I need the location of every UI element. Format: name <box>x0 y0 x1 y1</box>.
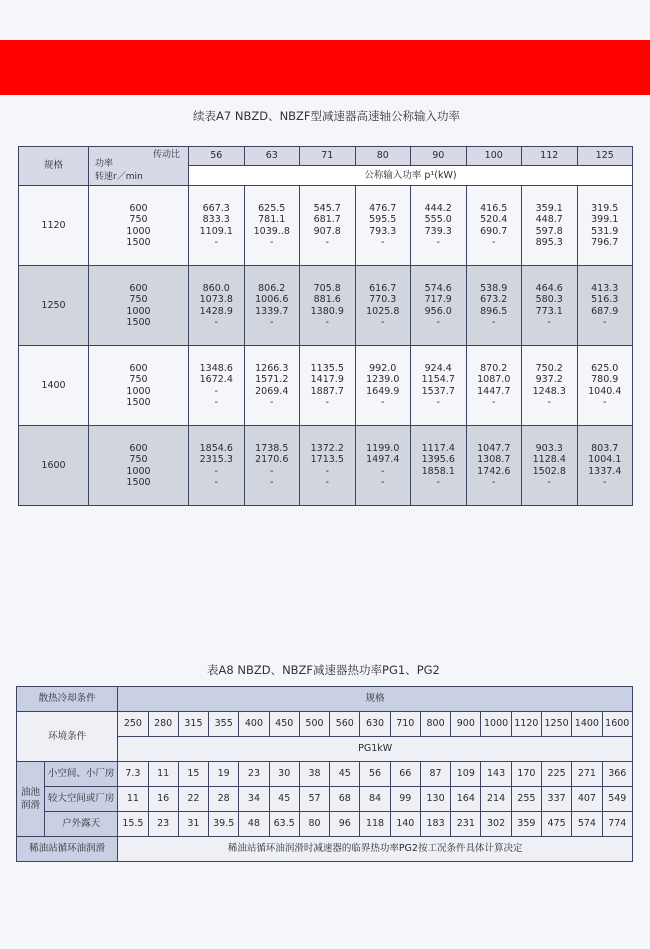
power-value: 770.3 <box>369 294 397 305</box>
power-value: - <box>436 477 440 488</box>
power-value: 1087.0 <box>477 374 511 385</box>
thermal-power-cell: 45 <box>330 762 360 787</box>
power-value: - <box>270 317 274 328</box>
power-value: 574.6 <box>424 282 452 294</box>
power-cell <box>466 266 522 346</box>
thermal-power-cell: 38 <box>299 762 329 787</box>
speed-value: 1000 <box>126 225 151 237</box>
power-cell <box>522 186 578 266</box>
power-cell <box>577 186 633 266</box>
speed-value: 1000 <box>126 465 151 477</box>
table-row <box>19 346 633 426</box>
size-cell: 250 <box>118 712 148 737</box>
ratio-label: 传动比 <box>152 150 180 160</box>
thermal-power-cell: 15 <box>178 762 208 787</box>
size-cell: 355 <box>209 712 239 737</box>
power-value: 1395.6 <box>421 454 455 465</box>
thermal-power-cell: 63.5 <box>269 812 299 837</box>
env-cell: 户外露天 <box>45 812 118 837</box>
thermal-power-cell: 271 <box>572 762 602 787</box>
power-value: 531.9 <box>591 225 619 237</box>
thermal-power-cell: 45 <box>269 787 299 812</box>
speed-value: 1000 <box>126 305 151 317</box>
table-row <box>17 787 633 812</box>
power-value: 448.7 <box>535 214 563 225</box>
power-value: 833.3 <box>202 214 230 225</box>
power-value: 992.0 <box>369 362 397 374</box>
speed-value: 750 <box>129 214 148 225</box>
power-value: 1339.7 <box>255 305 289 317</box>
power-value: 520.4 <box>480 214 508 225</box>
ratio-header: 80 <box>355 147 411 166</box>
thermal-power-cell: 118 <box>360 812 390 837</box>
diagonal-header-cell <box>89 147 189 186</box>
thermal-power-cell: 140 <box>390 812 420 837</box>
ratio-header: 56 <box>189 147 245 166</box>
power-value: - <box>492 317 496 328</box>
power-value: 1039..8 <box>253 225 290 237</box>
thermal-power-cell: 170 <box>511 762 541 787</box>
size-cell: 900 <box>451 712 481 737</box>
power-value: 773.1 <box>535 305 563 317</box>
power-value: 1006.6 <box>255 294 289 305</box>
a7-header-row <box>19 147 633 166</box>
spec-cell: 1600 <box>19 426 89 506</box>
power-cell <box>522 426 578 506</box>
cooling-header: 散热冷却条件 <box>17 687 118 712</box>
spec-cell: 1120 <box>19 186 89 266</box>
power-value: 1380.9 <box>310 305 344 317</box>
speed-value: 1000 <box>126 385 151 397</box>
power-value: - <box>547 317 551 328</box>
power-value: 673.2 <box>480 294 508 305</box>
thermal-power-cell: 407 <box>572 787 602 812</box>
speed-value: 750 <box>129 294 148 305</box>
power-value: - <box>603 317 607 328</box>
power-cell <box>411 426 467 506</box>
speed-value: 600 <box>129 362 148 374</box>
power-value: 796.7 <box>591 237 619 248</box>
power-value: 516.3 <box>591 294 619 305</box>
power-value: 1337.4 <box>588 465 622 477</box>
size-cell: 450 <box>269 712 299 737</box>
size-cell: 500 <box>299 712 329 737</box>
sizes-row <box>17 712 633 737</box>
power-cell <box>244 266 300 346</box>
power-value: - <box>214 397 218 408</box>
power-value: - <box>381 237 385 248</box>
thermal-power-cell: 48 <box>239 812 269 837</box>
power-value: 1154.7 <box>421 374 455 385</box>
power-value: 413.3 <box>591 282 619 294</box>
power-cell <box>189 266 245 346</box>
power-cell <box>466 426 522 506</box>
power-value: 881.6 <box>313 294 341 305</box>
power-value: 1073.8 <box>199 294 233 305</box>
env-cell: 小空间、小厂房 <box>45 762 118 787</box>
thermal-power-cell: 39.5 <box>209 812 239 837</box>
power-cell <box>411 266 467 346</box>
power-cell <box>300 346 356 426</box>
power-value: 1571.2 <box>255 374 289 385</box>
power-value: 1672.4 <box>199 374 233 385</box>
power-unit-label: 公称输入功率 p¹(kW) <box>189 166 633 186</box>
thermal-power-cell: 183 <box>420 812 450 837</box>
size-cell: 1600 <box>602 712 632 737</box>
power-value: 1738.5 <box>255 442 289 454</box>
thermal-power-cell: 337 <box>541 787 571 812</box>
thermal-power-cell: 30 <box>269 762 299 787</box>
power-value: 1128.4 <box>532 454 566 465</box>
power-value: 1372.2 <box>310 442 344 454</box>
power-value: 803.7 <box>591 442 619 454</box>
power-value: - <box>270 237 274 248</box>
thermal-power-cell: 22 <box>178 787 208 812</box>
power-value: - <box>492 237 496 248</box>
circulation-note: 稀油站循环油润滑时减速器的临界热功率PG2按工况条件具体计算决定 <box>118 837 633 862</box>
power-cell <box>466 346 522 426</box>
thermal-power-cell: 66 <box>390 762 420 787</box>
thermal-power-cell: 19 <box>209 762 239 787</box>
power-value: 359.1 <box>535 202 563 214</box>
power-value: 625.5 <box>258 202 286 214</box>
power-value: 1199.0 <box>366 442 400 454</box>
thermal-power-cell: 80 <box>299 812 329 837</box>
power-value: - <box>381 477 385 488</box>
power-value: - <box>603 477 607 488</box>
thermal-power-cell: 130 <box>420 787 450 812</box>
power-value: 2315.3 <box>199 454 233 465</box>
table-a7-title: 续表A7 NBZD、NBZF型减速器高速轴公称输入功率 <box>193 109 461 123</box>
table-row <box>17 812 633 837</box>
size-cell: 280 <box>148 712 178 737</box>
power-value: 444.2 <box>424 202 452 214</box>
power-value: 1040.4 <box>588 385 622 397</box>
power-value: 1649.9 <box>366 385 400 397</box>
power-value: - <box>270 397 274 408</box>
power-cell <box>244 346 300 426</box>
power-value: - <box>381 317 385 328</box>
size-cell: 1400 <box>572 712 602 737</box>
thermal-power-cell: 7.3 <box>118 762 148 787</box>
thermal-power-cell: 16 <box>148 787 178 812</box>
size-cell: 400 <box>239 712 269 737</box>
thermal-power-cell: 31 <box>178 812 208 837</box>
power-value: 1109.1 <box>199 225 233 237</box>
power-value: - <box>325 397 329 408</box>
power-value: - <box>436 317 440 328</box>
speed-value: 1500 <box>126 317 151 328</box>
power-cell <box>522 346 578 426</box>
thermal-power-cell: 15.5 <box>118 812 148 837</box>
table-a8-title: 表A8 NBZD、NBZF减速器热功率PG1、PG2 <box>207 663 440 677</box>
power-value: - <box>214 317 218 328</box>
env-cell: 较大空间或厂房 <box>45 787 118 812</box>
power-value: - <box>603 397 607 408</box>
thermal-power-cell: 214 <box>481 787 511 812</box>
thermal-power-cell: 34 <box>239 787 269 812</box>
power-value: - <box>214 465 218 477</box>
power-value: 1858.1 <box>421 465 455 477</box>
power-value: - <box>325 237 329 248</box>
power-cell <box>189 186 245 266</box>
speed-value: 1500 <box>126 477 151 488</box>
power-value: 1004.1 <box>588 454 622 465</box>
size-cell: 1000 <box>481 712 511 737</box>
power-cell <box>244 186 300 266</box>
power-value: 1742.6 <box>477 465 511 477</box>
spec-cell: 1250 <box>19 266 89 346</box>
power-value: - <box>492 397 496 408</box>
power-cell <box>411 346 467 426</box>
power-value: 687.9 <box>591 305 619 317</box>
power-value: 1047.7 <box>477 442 511 454</box>
power-value: 806.2 <box>258 282 286 294</box>
power-value: - <box>436 397 440 408</box>
table-a8 <box>16 686 633 862</box>
ratio-header: 100 <box>466 147 522 166</box>
thermal-power-cell: 164 <box>451 787 481 812</box>
power-value: 907.8 <box>313 225 341 237</box>
power-value: 625.0 <box>591 362 619 374</box>
power-value: 870.2 <box>480 362 508 374</box>
power-value: 2170.6 <box>255 454 289 465</box>
thermal-power-cell: 366 <box>602 762 632 787</box>
speed-list <box>89 266 189 346</box>
size-cell: 1120 <box>511 712 541 737</box>
power-value: 1135.5 <box>310 362 344 374</box>
header-red-bar <box>0 40 650 95</box>
size-cell: 710 <box>390 712 420 737</box>
thermal-power-cell: 23 <box>148 812 178 837</box>
spec-header: 规格 <box>118 687 633 712</box>
spec-cell: 1400 <box>19 346 89 426</box>
speed-list <box>89 346 189 426</box>
power-cell <box>355 186 411 266</box>
footer-row <box>17 837 633 862</box>
ratio-header: 63 <box>244 147 300 166</box>
ratio-header: 71 <box>300 147 356 166</box>
power-cell <box>355 346 411 426</box>
power-value: 538.9 <box>480 282 508 294</box>
thermal-power-cell: 57 <box>299 787 329 812</box>
power-value: - <box>325 465 329 477</box>
power-value: 739.3 <box>424 225 452 237</box>
power-value: 595.5 <box>369 214 397 225</box>
power-cell <box>189 346 245 426</box>
power-value: 667.3 <box>202 202 230 214</box>
power-value: - <box>436 237 440 248</box>
spec-header: 规格 <box>19 147 89 186</box>
thermal-power-cell: 23 <box>239 762 269 787</box>
power-value: 1248.3 <box>532 385 566 397</box>
power-cell <box>300 426 356 506</box>
power-value: 956.0 <box>424 305 452 317</box>
size-cell: 1250 <box>541 712 571 737</box>
power-value: 1266.3 <box>255 362 289 374</box>
power-value: 924.4 <box>424 362 452 374</box>
power-value: 2069.4 <box>255 385 289 397</box>
power-value: 903.3 <box>535 442 563 454</box>
power-value: - <box>214 477 218 488</box>
thermal-power-cell: 255 <box>511 787 541 812</box>
power-value: 1537.7 <box>421 385 455 397</box>
a8-header-row <box>17 687 633 712</box>
thermal-power-cell: 96 <box>330 812 360 837</box>
power-value: - <box>270 477 274 488</box>
power-value: 545.7 <box>313 202 341 214</box>
power-value: 1887.7 <box>310 385 344 397</box>
thermal-power-cell: 109 <box>451 762 481 787</box>
thermal-power-cell: 774 <box>602 812 632 837</box>
thermal-power-cell: 28 <box>209 787 239 812</box>
ratio-header: 90 <box>411 147 467 166</box>
thermal-power-cell: 549 <box>602 787 632 812</box>
power-cell <box>355 426 411 506</box>
power-value: 717.9 <box>424 294 452 305</box>
power-value: 705.8 <box>313 282 341 294</box>
power-value: 780.9 <box>591 374 619 385</box>
power-value: - <box>547 397 551 408</box>
power-value: 416.5 <box>480 202 508 214</box>
power-label: 功率 <box>95 159 114 169</box>
power-value: 1417.9 <box>310 374 344 385</box>
thermal-power-cell: 11 <box>148 762 178 787</box>
power-value: 464.6 <box>535 282 563 294</box>
speed-value: 600 <box>129 202 148 214</box>
thermal-power-cell: 574 <box>572 812 602 837</box>
speed-value: 750 <box>129 374 148 385</box>
thermal-power-cell: 68 <box>330 787 360 812</box>
power-value: 1117.4 <box>421 442 455 454</box>
speed-list <box>89 426 189 506</box>
power-value: 860.0 <box>202 282 230 294</box>
power-value: 476.7 <box>369 202 397 214</box>
size-cell: 800 <box>420 712 450 737</box>
table-row <box>19 426 633 506</box>
thermal-power-cell: 231 <box>451 812 481 837</box>
circulation-label: 稀油站循环油润滑 <box>17 837 118 862</box>
power-cell <box>300 266 356 346</box>
power-value: - <box>325 317 329 328</box>
power-value: 1447.7 <box>477 385 511 397</box>
env-header: 环境条件 <box>17 712 118 762</box>
power-cell <box>577 266 633 346</box>
power-value: 1308.7 <box>477 454 511 465</box>
power-value: 896.5 <box>480 305 508 317</box>
power-cell <box>466 186 522 266</box>
power-cell <box>244 426 300 506</box>
unit-label: PG1kW <box>118 737 633 762</box>
power-value: - <box>270 465 274 477</box>
ratio-header: 125 <box>577 147 633 166</box>
power-value: 750.2 <box>535 362 563 374</box>
power-value: 1713.5 <box>310 454 344 465</box>
power-value: 1854.6 <box>199 442 233 454</box>
thermal-power-cell: 359 <box>511 812 541 837</box>
ratio-header: 112 <box>522 147 578 166</box>
speed-label: 转速r／min <box>95 172 143 182</box>
power-value: 319.5 <box>591 202 619 214</box>
power-value: - <box>214 385 218 397</box>
power-value: - <box>547 477 551 488</box>
table-row <box>19 266 633 346</box>
thermal-power-cell: 11 <box>118 787 148 812</box>
power-value: 895.3 <box>535 237 563 248</box>
thermal-power-cell: 143 <box>481 762 511 787</box>
power-value: 399.1 <box>591 214 619 225</box>
power-value: 1239.0 <box>366 374 400 385</box>
thermal-power-cell: 87 <box>420 762 450 787</box>
power-value: 1348.6 <box>199 362 233 374</box>
power-value: 1497.4 <box>366 454 400 465</box>
speed-value: 750 <box>129 454 148 465</box>
power-cell <box>411 186 467 266</box>
table-row <box>17 762 633 787</box>
thermal-power-cell: 99 <box>390 787 420 812</box>
power-value: - <box>381 397 385 408</box>
speed-value: 600 <box>129 282 148 294</box>
speed-value: 600 <box>129 442 148 454</box>
power-value: - <box>492 477 496 488</box>
power-cell <box>300 186 356 266</box>
thermal-power-cell: 475 <box>541 812 571 837</box>
power-value: - <box>214 237 218 248</box>
power-value: 1428.9 <box>199 305 233 317</box>
power-cell <box>189 426 245 506</box>
power-value: - <box>381 465 385 477</box>
thermal-power-cell: 225 <box>541 762 571 787</box>
speed-list <box>89 186 189 266</box>
power-value: 555.0 <box>424 214 452 225</box>
thermal-power-cell: 84 <box>360 787 390 812</box>
power-value: 616.7 <box>369 282 397 294</box>
speed-value: 1500 <box>126 237 151 248</box>
size-cell: 560 <box>330 712 360 737</box>
power-value: 781.1 <box>258 214 286 225</box>
power-cell <box>577 426 633 506</box>
power-value: 580.3 <box>535 294 563 305</box>
size-cell: 315 <box>178 712 208 737</box>
table-row <box>19 186 633 266</box>
power-cell <box>577 346 633 426</box>
power-value: 1025.8 <box>366 305 400 317</box>
power-value: - <box>325 477 329 488</box>
power-value: 690.7 <box>480 225 508 237</box>
power-value: 681.7 <box>313 214 341 225</box>
thermal-power-cell: 56 <box>360 762 390 787</box>
power-value: 597.8 <box>535 225 563 237</box>
thermal-power-cell: 302 <box>481 812 511 837</box>
speed-value: 1500 <box>126 397 151 408</box>
power-value: 1502.8 <box>532 465 566 477</box>
power-cell <box>522 266 578 346</box>
power-value: 937.2 <box>535 374 563 385</box>
power-value: 793.3 <box>369 225 397 237</box>
size-cell: 630 <box>360 712 390 737</box>
power-cell <box>355 266 411 346</box>
oil-bath-label: 油池润滑 <box>17 762 45 837</box>
table-a7 <box>18 146 633 506</box>
